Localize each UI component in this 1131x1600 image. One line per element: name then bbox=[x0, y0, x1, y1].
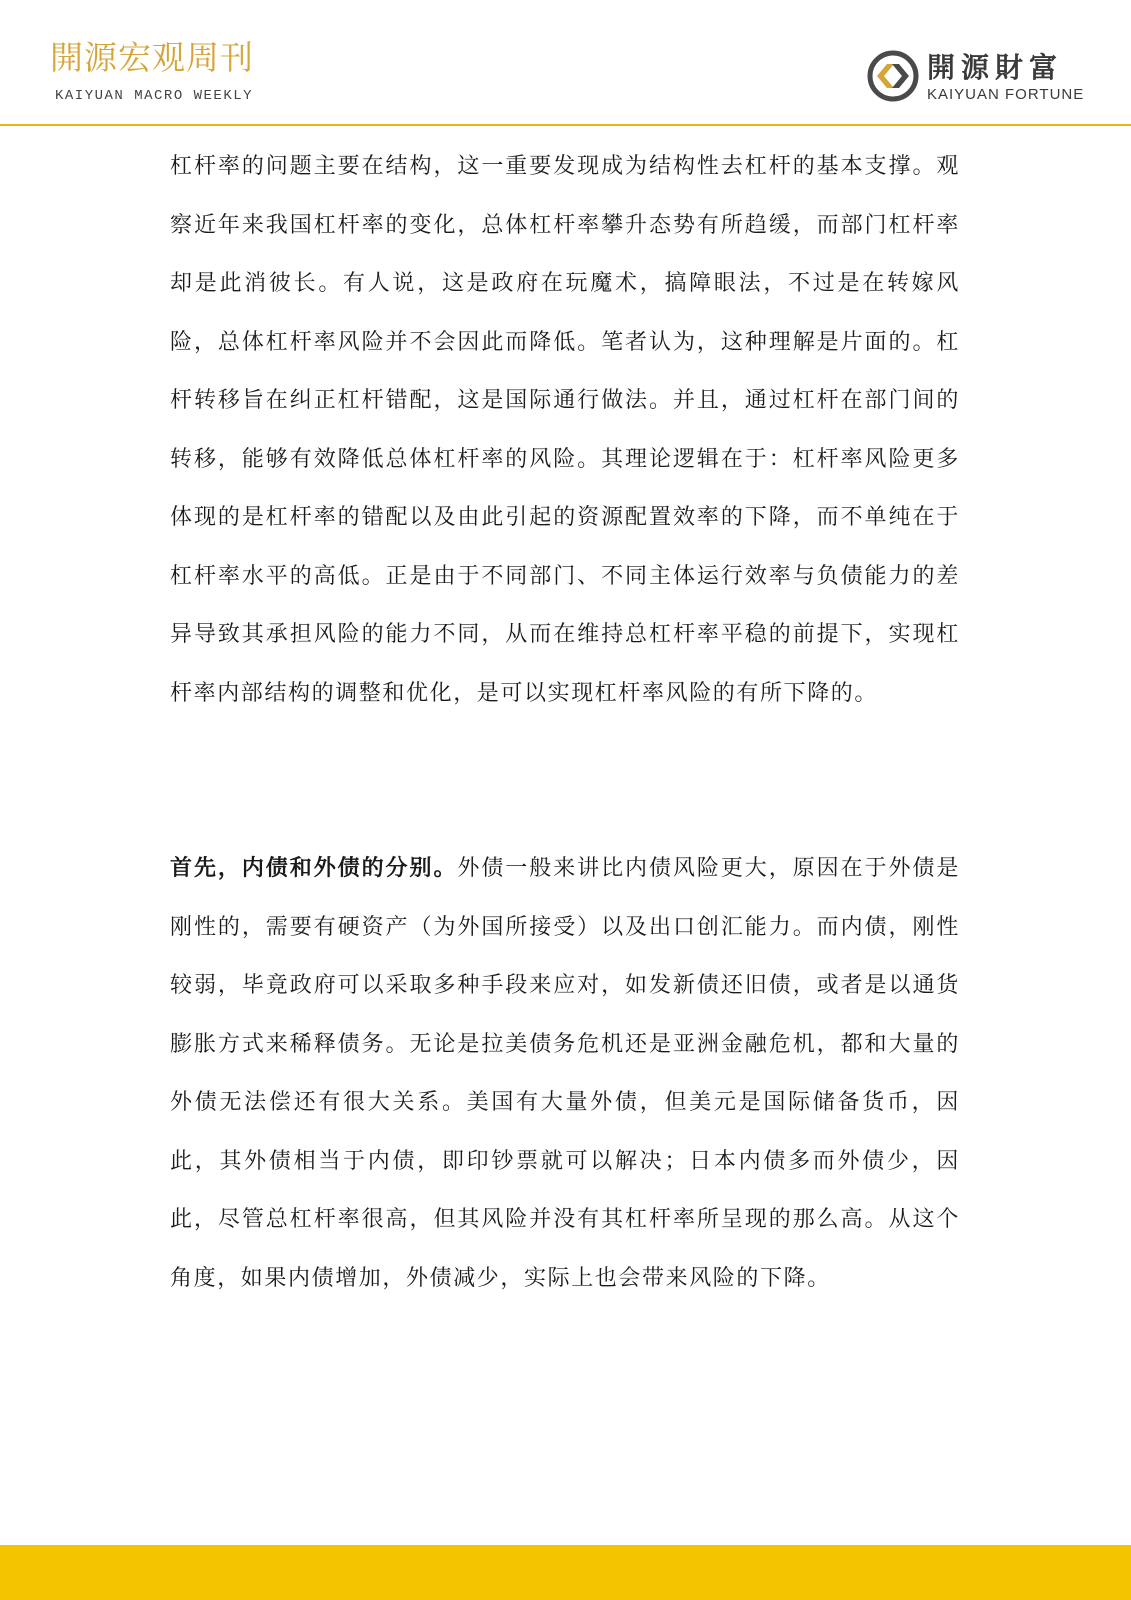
kaiyuan-logo-icon bbox=[867, 50, 919, 102]
paragraph-lead-heading: 首先，内债和外债的分别。 bbox=[170, 856, 458, 881]
page-header bbox=[0, 0, 1131, 126]
paragraph-spacer bbox=[170, 723, 960, 840]
logo-name-cn: 開源財富 bbox=[927, 51, 1064, 84]
publication-subtitle: KAIYUAN MACRO WEEKLY bbox=[55, 88, 254, 104]
paragraph-domestic-foreign-debt bbox=[170, 840, 960, 1308]
footer-bar bbox=[0, 1545, 1131, 1600]
article-body bbox=[170, 138, 960, 1308]
paragraph-body-text: 外债一般来讲比内债风险更大，原因在于外债是刚性的，需要有硬资产（为外国所接受）以及出口创汇能力。而内债，刚性较弱，毕竟政府可以采取多种手段来应对，如发新债还旧债，或者是以通货膨胀方式来稀释债务。无论是拉美债务危机还是亚洲金融危机，都和大量的外债无法偿还有很大关系。美国有大量外债，但美元是国际储备货币，因此，其外债相当于内债，即印钞票就可以解决；日本内债多而外债少，因此，尽管总杠杆率很高，但其风险并没有其杠杆率所呈现的那么高。从这个角度，如果内债增加，外债减少，实际上也会带来风险的下降。 bbox=[170, 856, 960, 1291]
paragraph-leverage-structure: 杠杆率的问题主要在结构，这一重要发现成为结构性去杠杆的基本支撑。观察近年来我国杠杆率的变化，总体杠杆率攀升态势有所趋缓，而部门杠杆率却是此消彼长。有人说，这是政府在玩魔术，搞障眼法，不过是在转嫁风险，总体杠杆率风险并不会因此而降低。笔者认为，这种理解是片面的。杠杆转移旨在纠正杠杆错配，这是国际通行做法。并且，通过杠杆在部门间的转移，能够有效降低总体杠杆率的风险。其理论逻辑在于：杠杆率风险更多体现的是杠杆率的错配以及由此引起的资源配置效率的下降，而不单纯在于杠杆率水平的高低。正是由于不同部门、不同主体运行效率与负债能力的差异导致其承担风险的能力不同，从而在维持总杠杆率平稳的前提下，实现杠杆率内部结构的调整和优化，是可以实现杠杆率风险的有所下降的。 bbox=[170, 154, 960, 706]
header-divider bbox=[0, 124, 1131, 126]
company-logo bbox=[867, 50, 1097, 106]
logo-name-en: KAIYUAN FORTUNE bbox=[927, 86, 1085, 103]
publication-title: 開源宏观周刊 bbox=[50, 38, 254, 77]
